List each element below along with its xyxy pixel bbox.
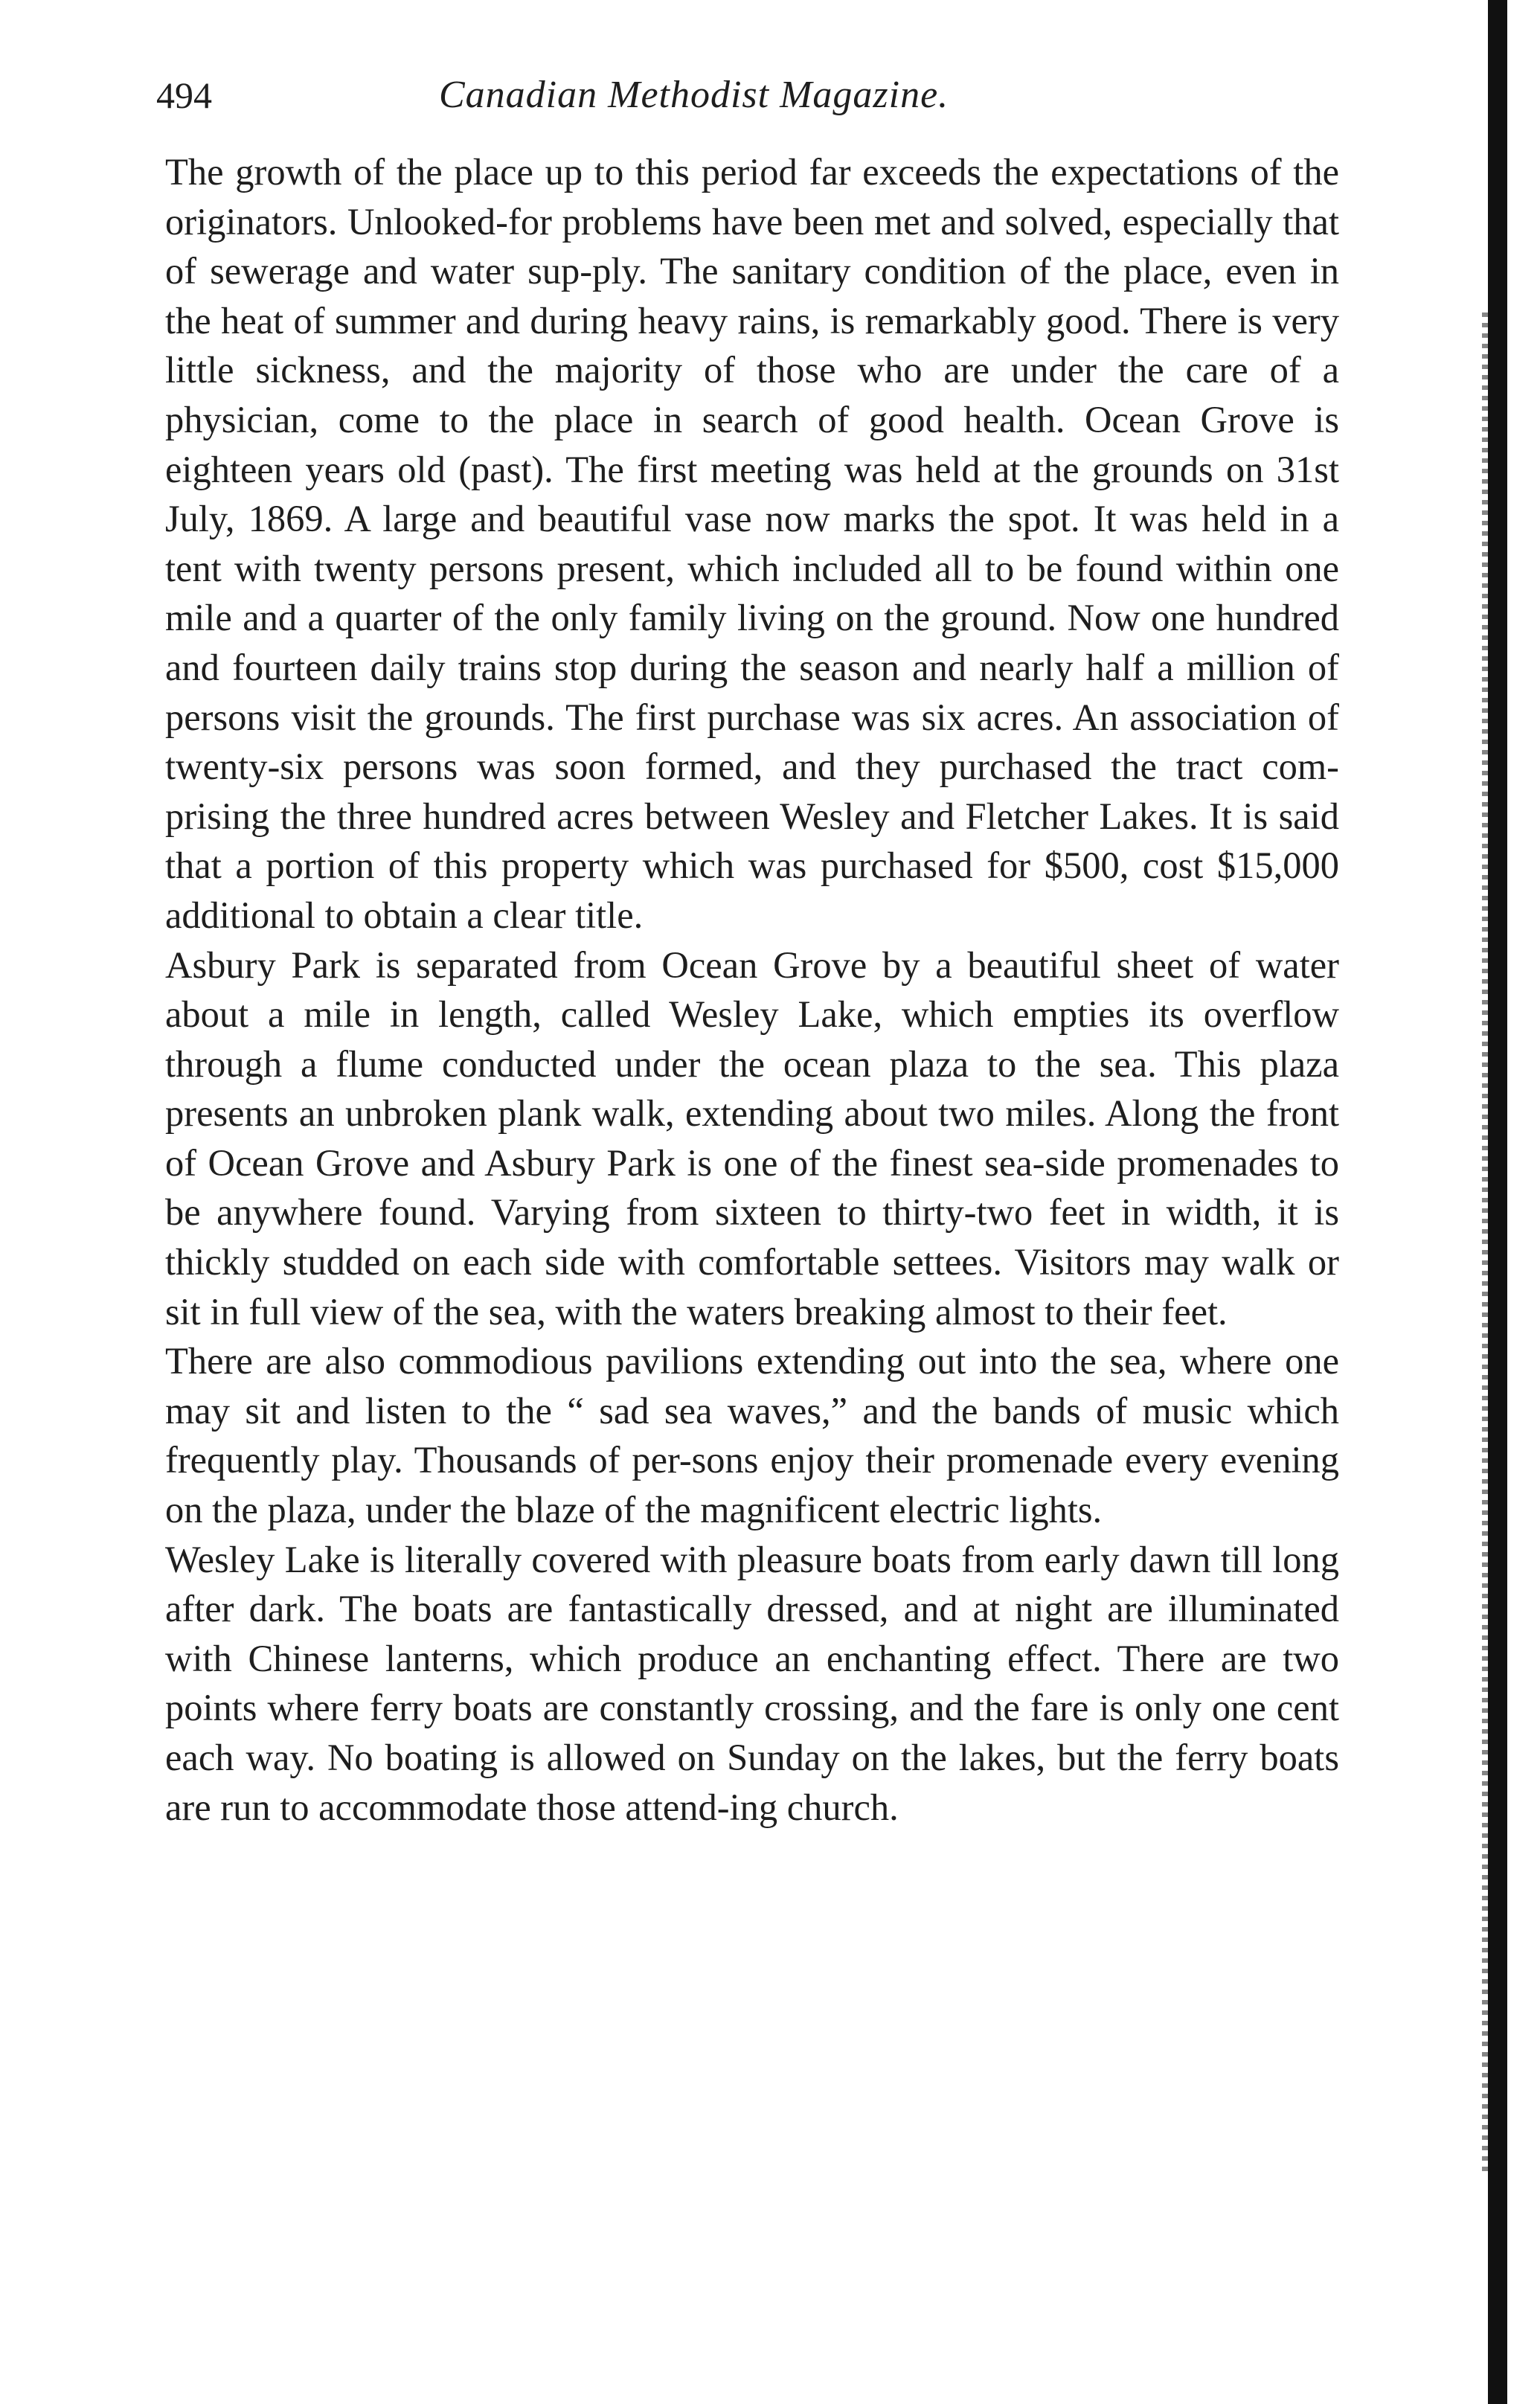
paragraph: The growth of the place up to this period far exceeds the expectations of the originators. Unlooked-for problems have been met and solved, especially that of sewerage and water sup-ply. The sanitary condition of the place, even in the heat of summer and during heavy rains, is remarkably good. There is very little sickness, and the majority of those who are under the care of a physician, come to the place in search of good health. Ocean Grove is eighteen years old (past). The first meeting was held at the grounds on 31st July, 1869. A large and beautiful vase now marks the spot. It was held in a tent with twenty persons present, which included all to be found within one mile and a quarter of the only family living on the ground. Now one hundred and fourteen daily trains stop during the season and nearly half a million of persons visit the grounds. The first purchase was six acres. An association of twenty-six persons was soon formed, and they purchased the tract com-prising the three hundred acres between Wesley and Fletcher Lakes. It is said that a portion of this property which was purchased for $500, cost $15,000 additional to obtain a clear title. [165,151,1339,936]
page-number: 494 [156,74,212,116]
page-header [156,65,1317,125]
running-title: Canadian Methodist Magazine. [439,74,949,116]
scan-binding-edge [1488,0,1507,2404]
paragraph: Wesley Lake is literally covered with pleasure boats from early dawn till long after dark. The boats are fantastically dressed, and at night are illuminated with Chinese lanterns, which produce an enchanting effect. There are two points where ferry boats are constantly crossing, and the fare is only one cent each way. No boating is allowed on Sunday on the lakes, but the ferry boats are run to accommodate those attend-ing church. [165,1538,1339,1828]
article-body [165,147,1339,1832]
paragraph: Asbury Park is separated from Ocean Grove by a beautiful sheet of water about a mile in length, called Wesley Lake, which empties its overflow through a flume conducted under the ocean plaza to the sea. This plaza presents an unbroken plank walk, extending about two miles. Along the front of Ocean Grove and Asbury Park is one of the finest sea-side promenades to be anywhere found. Varying from sixteen to thirty-two feet in width, it is thickly studded on each side with comfortable settees. Visitors may walk or sit in full view of the sea, with the waters breaking almost to their feet. [165,943,1339,1333]
paragraph: There are also commodious pavilions extending out into the sea, where one may sit and listen to the “ sad sea waves,” and the bands of music which frequently play. Thousands of per-sons enjoy their promenade every evening on the plaza, under the blaze of the magnificent electric lights. [165,1340,1339,1531]
